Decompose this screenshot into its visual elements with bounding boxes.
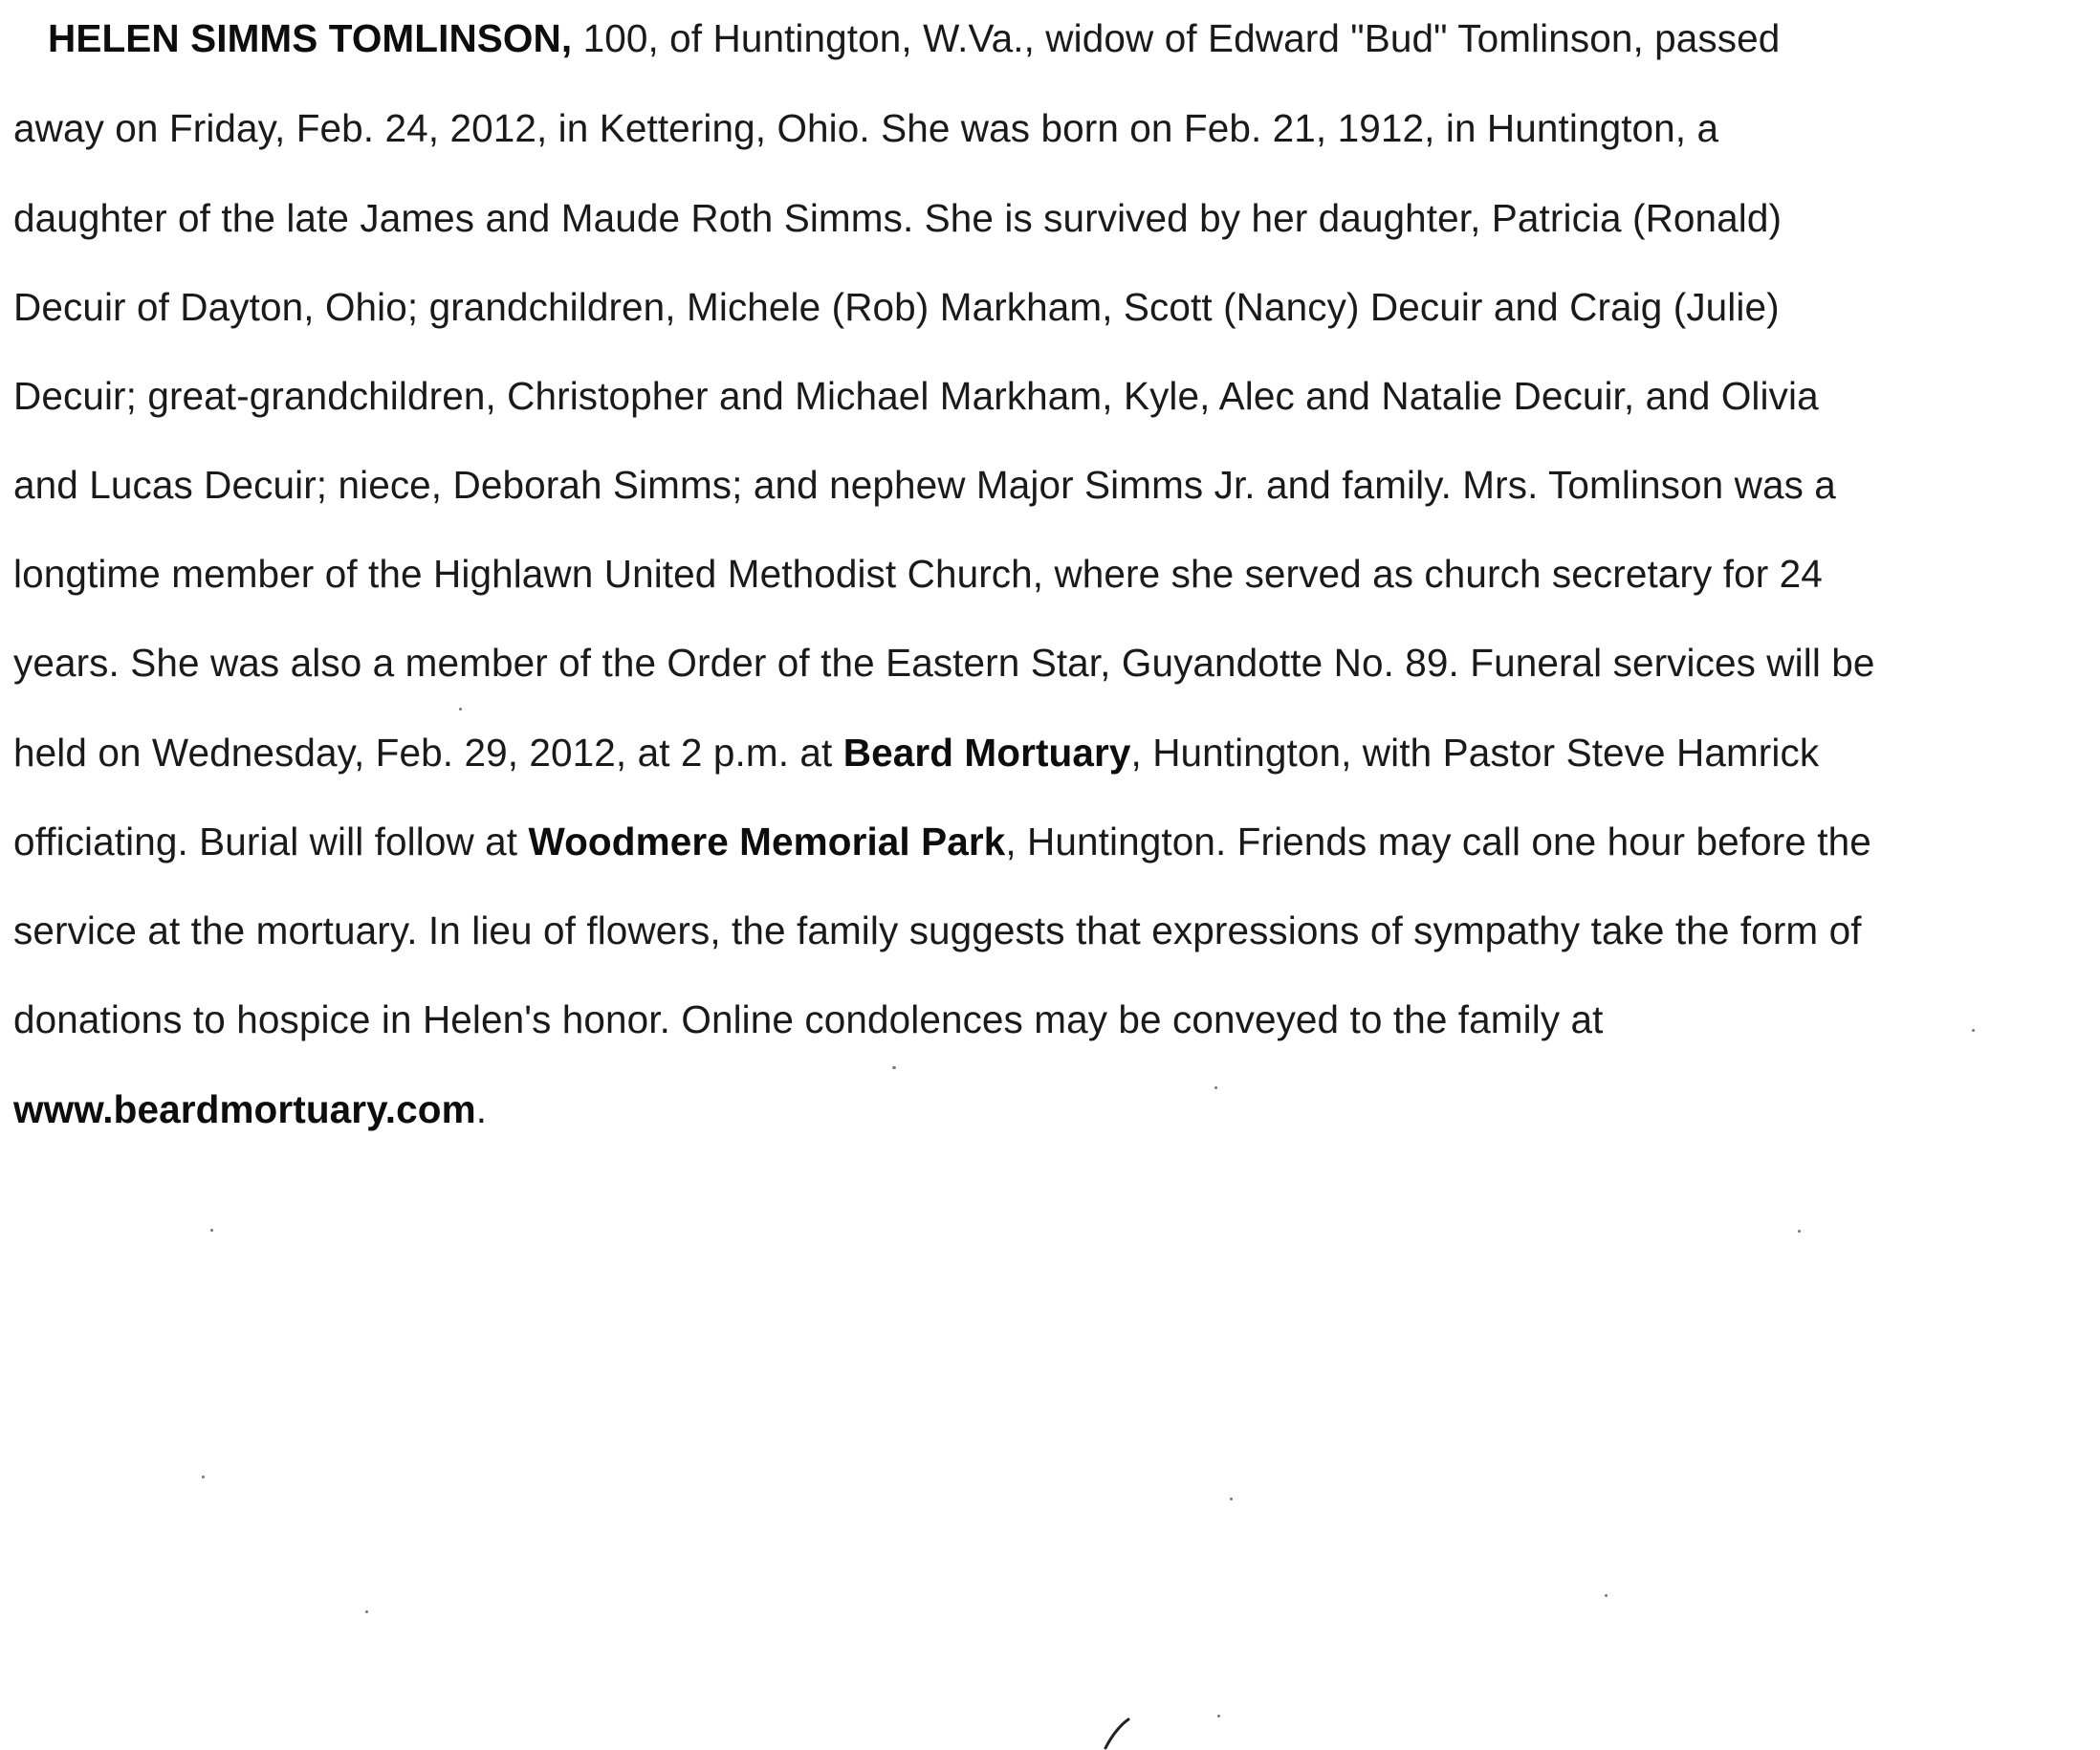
obituary-line-2: away on Friday, Feb. 24, 2012, in Kettering, Ohio. She was born on Feb. 21, 1912, in Huntington, a (13, 106, 1719, 150)
obituary-line-10 (13, 813, 1871, 870)
scan-speck (1214, 1086, 1217, 1089)
obituary-line-5: Decuir; great-grandchildren, Christopher and Michael Markham, Kyle, Alec and Natalie Decuir, and Olivia (13, 374, 1819, 418)
line-10-text-a: officiating. Burial will follow at (13, 820, 529, 864)
obituary-line-8: years. She was also a member of the Order of the Eastern Star, Guyandotte No. 89. Funeral services will be (13, 641, 1875, 685)
scan-speck (1217, 1715, 1220, 1717)
closing-period: . (475, 1087, 488, 1131)
scan-speck (1972, 1029, 1975, 1032)
mortuary-name: Beard Mortuary (842, 731, 1131, 775)
obituary-line-12: donations to hospice in Helen's honor. Online condolences may be conveyed to the family at (13, 997, 1604, 1041)
obituary-line-9 (13, 724, 1819, 781)
scan-speck (892, 1066, 896, 1069)
obituary-line-6: and Lucas Decuir; niece, Deborah Simms; and nephew Major Simms Jr. and family. Mrs. Tomlinson was a (13, 463, 1836, 507)
line-1-text: 100, of Huntington, W.Va., widow of Edward "Bud" Tomlinson, passed (572, 16, 1781, 60)
deceased-name: HELEN SIMMS TOMLINSON, (48, 16, 573, 60)
scan-speck (1798, 1230, 1801, 1233)
obituary-line-7: longtime member of the Highlawn United Methodist Church, where she served as church secretary for 24 (13, 552, 1823, 596)
line-9-text-b: , Huntington, with Pastor Steve Hamrick (1130, 731, 1820, 775)
website-url: www.beardmortuary.com (13, 1087, 476, 1131)
scan-speck (1230, 1498, 1233, 1500)
obituary-line-4: Decuir of Dayton, Ohio; grandchildren, Michele (Rob) Markham, Scott (Nancy) Decuir and Craig (Julie) (13, 285, 1780, 329)
line-9-text-a: held on Wednesday, Feb. 29, 2012, at 2 p.m. at (13, 731, 843, 775)
obituary-line-1 (48, 10, 1780, 67)
cemetery-name: Woodmere Memorial Park (528, 820, 1006, 864)
scan-speck (202, 1476, 205, 1478)
scan-speck (365, 1610, 368, 1613)
obituary-line-3: daughter of the late James and Maude Roth Simms. She is survived by her daughter, Patricia (Ronald) (13, 196, 1783, 240)
scan-speck (459, 708, 462, 711)
line-10-text-b: , Huntington. Friends may call one hour before the (1005, 820, 1871, 864)
scan-speck (1605, 1594, 1608, 1597)
obituary-line-13 (13, 1081, 487, 1138)
obituary-line-11: service at the mortuary. In lieu of flowers, the family suggests that expressions of sympathy take the form of (13, 908, 1862, 952)
pen-mark (1102, 1717, 1140, 1750)
scan-speck (210, 1229, 213, 1232)
